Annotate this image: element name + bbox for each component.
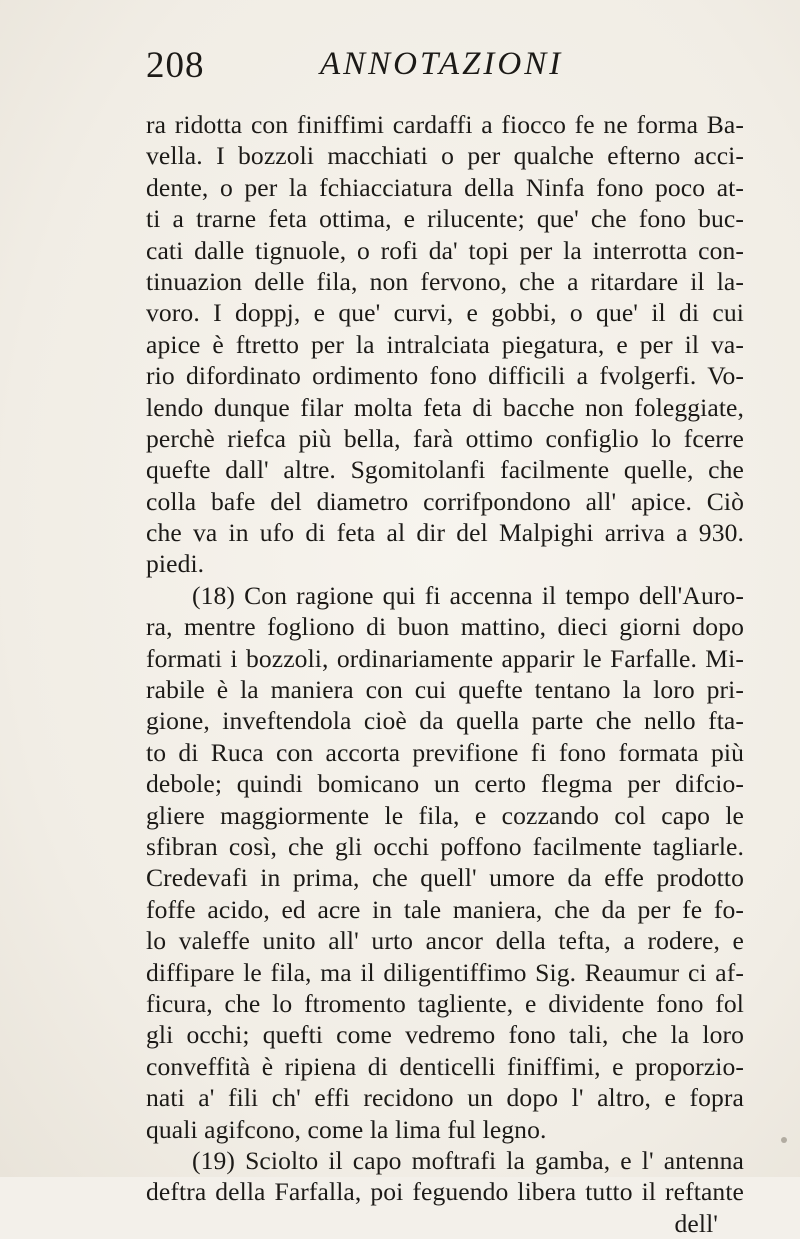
text-line: tinuazion delle fila, non fervono, che a ritardare il la- [146,266,744,296]
text-line: sfibran così, che gli occhi poffono facilmente tagliarle. [146,831,744,861]
text-line: colla bafe del diametro corrifpondono all' apice. Ciò [146,486,744,516]
text-line: conveffità è ripiena di denticelli finiffimi, e proporzio- [146,1051,744,1081]
text-line: vella. I bozzoli macchiati o per qualche efterno acci- [146,141,744,171]
note-19-start: (19) Sciolto il capo moftrafi la gamba, e l' antenna [192,1145,744,1175]
text-line: Credevafi in prima, che quell' umore da effe prodotto [146,863,744,893]
text-line: quefte dall' altre. Sgomitolanfi facilmente quelle, che [146,455,744,485]
text-line: deftra della Farfalla, poi feguendo libera tutto il reftante [146,1177,744,1207]
text-line: gli occhi; quefti come vedremo fono tali, che la loro [146,1020,744,1050]
text-line: cati dalle tignuole, o rofi da' topi per la interrotta con- [146,235,744,265]
body-text [146,109,744,1239]
paper-speck [781,1137,787,1143]
text-line: gliere maggiormente le fila, e cozzando col capo le [146,800,744,830]
text-line: lendo dunque filar molta feta di bacche non foleggiate, [146,392,744,422]
catchword: dell' [674,1208,718,1238]
text-line: quali agifcono, come la lima ful legno. [146,1114,547,1144]
text-line: lo valeffe unito all' urto ancor della tefta, a rodere, e [146,926,744,956]
text-line: dente, o per la fchiacciatura della Ninfa fono poco at- [146,172,744,202]
text-line: ti a trarne feta ottima, e rilucente; que' che fono buc- [146,204,744,234]
page-header [146,44,746,94]
text-line: piedi. [146,549,205,579]
text-line: perchè riefca più bella, farà ottimo configlio lo fcerre [146,423,744,453]
text-line: nati a' fili ch' effi recidono un dopo l' altro, e fopra [146,1083,744,1113]
text-line: rio difordinato ordimento fono difficili a fvolgerfi. Vo- [146,361,744,391]
text-line: formati i bozzoli, ordinariamente apparir le Farfalle. Mi- [146,643,744,673]
text-line: apice è ftretto per la intralciata piegatura, e per il va- [146,329,744,359]
running-head: ANNOTAZIONI [320,46,564,82]
text-line: rabile è la maniera con cui quefte tentano la loro pri- [146,675,744,705]
text-line: diffipare le fila, ma il diligentiffimo Sig. Reaumur ci af- [146,957,744,987]
text-line: foffe acido, ed acre in tale maniera, che da per fe fo- [146,894,744,924]
note-18-start: (18) Con ragione qui fi accenna il tempo dell'Auro- [192,580,744,610]
text-line: debole; quindi bomicano un certo flegma per difcio- [146,769,744,799]
text-line: gione, inveftendola cioè da quella parte che nello fta- [146,706,744,736]
page-number: 208 [146,45,205,86]
text-line: to di Ruca con accorta previfione fi fono formata più [146,737,744,767]
text-line: voro. I doppj, e que' curvi, e gobbi, o que' il di cui [146,298,744,328]
text-line: che va in ufo di feta al dir del Malpighi arriva a 930. [146,518,744,548]
text-line: ra ridotta con finiffimi cardaffi a fiocco fe ne forma Ba- [146,110,744,139]
text-line: ra, mentre fogliono di buon mattino, dieci giorni dopo [146,612,744,642]
text-line: ficura, che lo ftromento tagliente, e dividente fono fol [146,988,744,1018]
